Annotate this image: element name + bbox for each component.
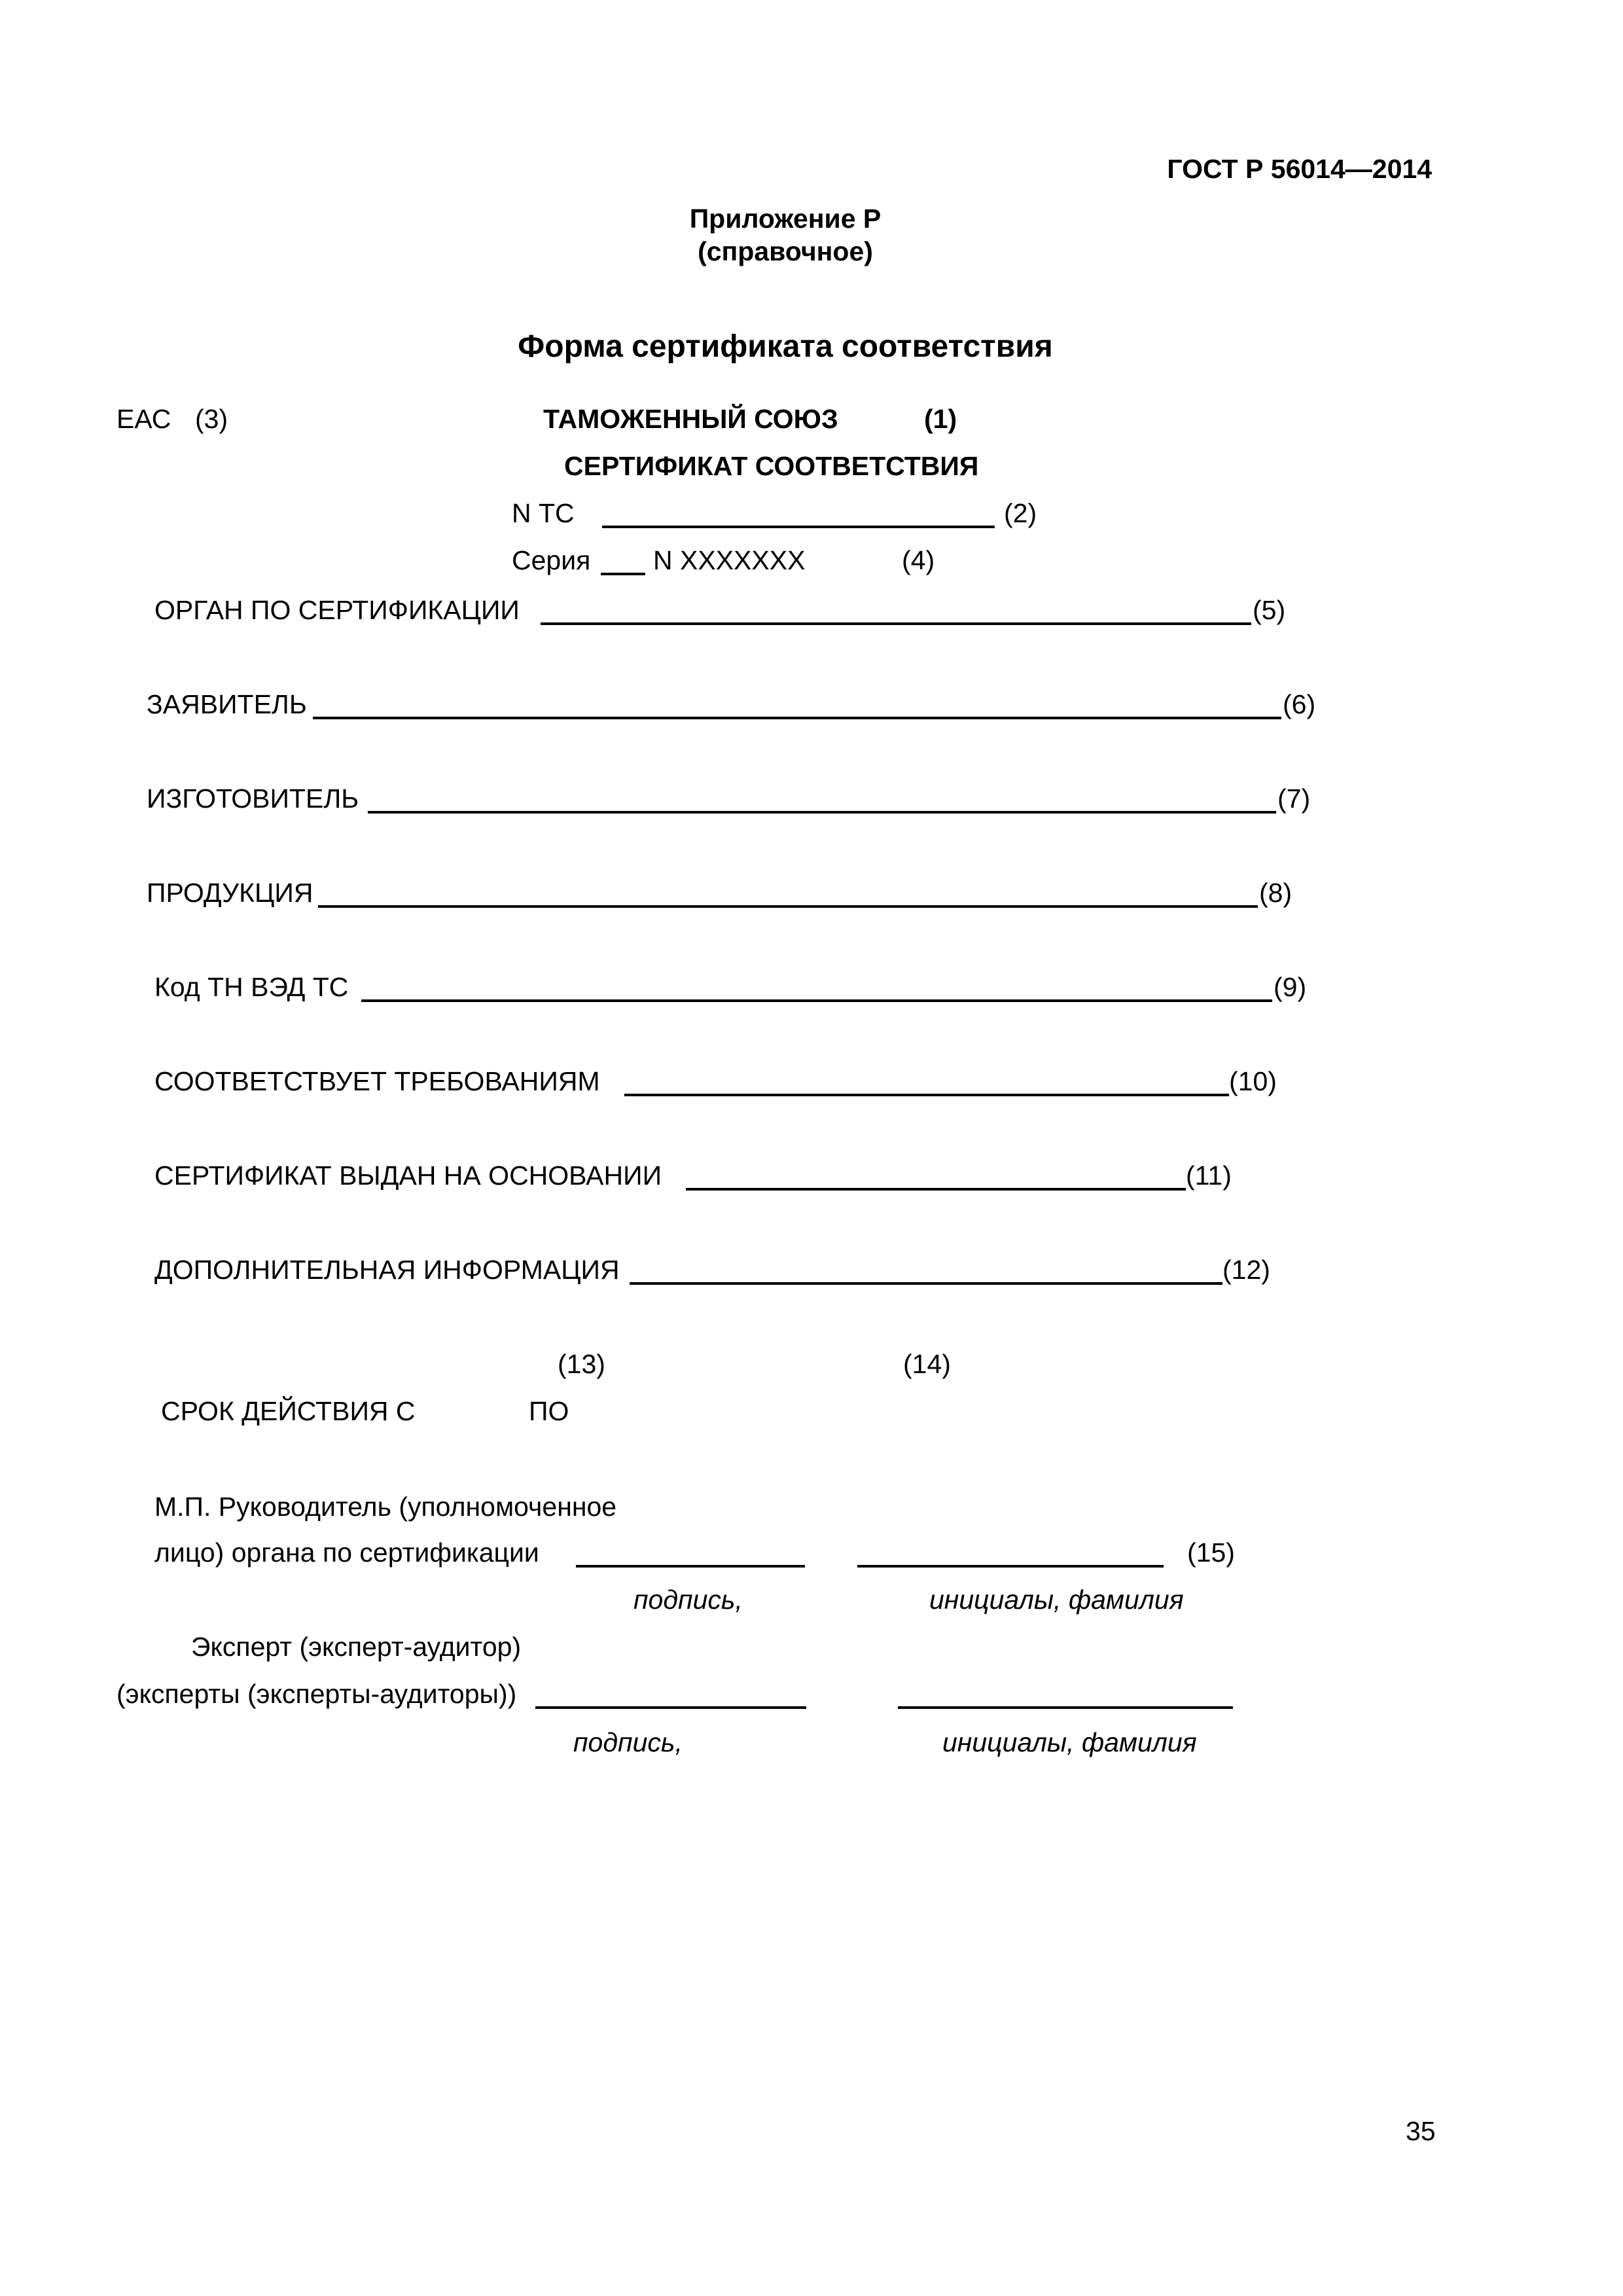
number-line: [602, 526, 995, 528]
field-ref-manufacturer: (7): [1277, 783, 1311, 814]
validity-to-ref: (14): [903, 1349, 951, 1379]
head-name-caption: инициалы, фамилия: [929, 1585, 1184, 1615]
validity-label: СРОК ДЕЙСТВИЯ С: [161, 1396, 416, 1426]
expert-signature-caption: подпись,: [573, 1727, 683, 1757]
field-label-product: ПРОДУКЦИЯ: [147, 878, 313, 908]
number-label: N ТС: [512, 498, 575, 528]
validity-from-ref: (13): [558, 1349, 605, 1379]
eac-mark: ЕАС: [116, 404, 171, 434]
field-line-additional-info: [630, 1282, 1222, 1285]
series-ref: (4): [902, 545, 935, 575]
form-title: Форма сертификата соответствия: [518, 329, 1053, 364]
certificate-title: СЕРТИФИКАТ СООТВЕТСТВИЯ: [564, 451, 979, 481]
eac-ref: (3): [195, 404, 228, 434]
head-name-line: [857, 1565, 1164, 1568]
field-line-issued-basis: [686, 1188, 1186, 1191]
field-ref-applicant: (6): [1283, 689, 1316, 719]
expert-title-line1: Эксперт (эксперт-аудитор): [191, 1632, 522, 1662]
appendix-subtitle: (справочное): [698, 236, 873, 266]
field-label-requirements: СООТВЕТСТВУЕТ ТРЕБОВАНИЯМ: [154, 1066, 600, 1096]
validity-to-label: ПО: [529, 1396, 569, 1426]
field-line-product: [318, 905, 1258, 908]
number-ref: (2): [1004, 498, 1037, 528]
page-number: 35: [1406, 2116, 1436, 2146]
field-label-tn-ved-code: Код ТН ВЭД ТС: [154, 972, 349, 1002]
head-signature-line: [576, 1565, 805, 1568]
appendix-title: Приложение Р: [689, 204, 882, 234]
field-line-applicant: [313, 717, 1281, 719]
field-ref-certification-body: (5): [1253, 595, 1286, 625]
field-ref-product: (8): [1259, 878, 1293, 908]
expert-name-line: [898, 1706, 1233, 1709]
series-line: [601, 573, 645, 575]
expert-signature-line: [535, 1706, 806, 1709]
field-label-applicant: ЗАЯВИТЕЛЬ: [147, 689, 307, 719]
field-line-certification-body: [541, 622, 1251, 625]
head-ref: (15): [1187, 1537, 1235, 1568]
expert-name-caption: инициалы, фамилия: [942, 1727, 1197, 1757]
field-line-manufacturer: [368, 811, 1276, 814]
series-number: N ХХХХХХХ: [653, 545, 806, 575]
field-label-certification-body: ОРГАН ПО СЕРТИФИКАЦИИ: [154, 595, 520, 625]
head-signature-caption: подпись,: [633, 1585, 743, 1615]
field-ref-additional-info: (12): [1222, 1255, 1270, 1285]
series-label: Серия: [512, 545, 591, 575]
field-line-requirements: [624, 1094, 1229, 1096]
field-label-issued-basis: СЕРТИФИКАТ ВЫДАН НА ОСНОВАНИИ: [154, 1160, 662, 1191]
customs-union-ref: (1): [924, 404, 957, 434]
field-line-tn-ved-code: [361, 999, 1272, 1002]
customs-union: ТАМОЖЕННЫЙ СОЮЗ: [543, 404, 838, 434]
expert-title-line2: (эксперты (эксперты-аудиторы)): [116, 1679, 517, 1709]
head-title-line1: М.П. Руководитель (уполномоченное: [154, 1492, 617, 1522]
field-ref-issued-basis: (11): [1186, 1160, 1232, 1191]
standard-number: ГОСТ Р 56014—2014: [1167, 154, 1432, 184]
field-ref-requirements: (10): [1229, 1066, 1277, 1096]
head-title-line2: лицо) органа по сертификации: [154, 1537, 539, 1568]
field-label-manufacturer: ИЗГОТОВИТЕЛЬ: [147, 783, 359, 814]
field-label-additional-info: ДОПОЛНИТЕЛЬНАЯ ИНФОРМАЦИЯ: [154, 1255, 620, 1285]
field-ref-tn-ved-code: (9): [1274, 972, 1307, 1002]
